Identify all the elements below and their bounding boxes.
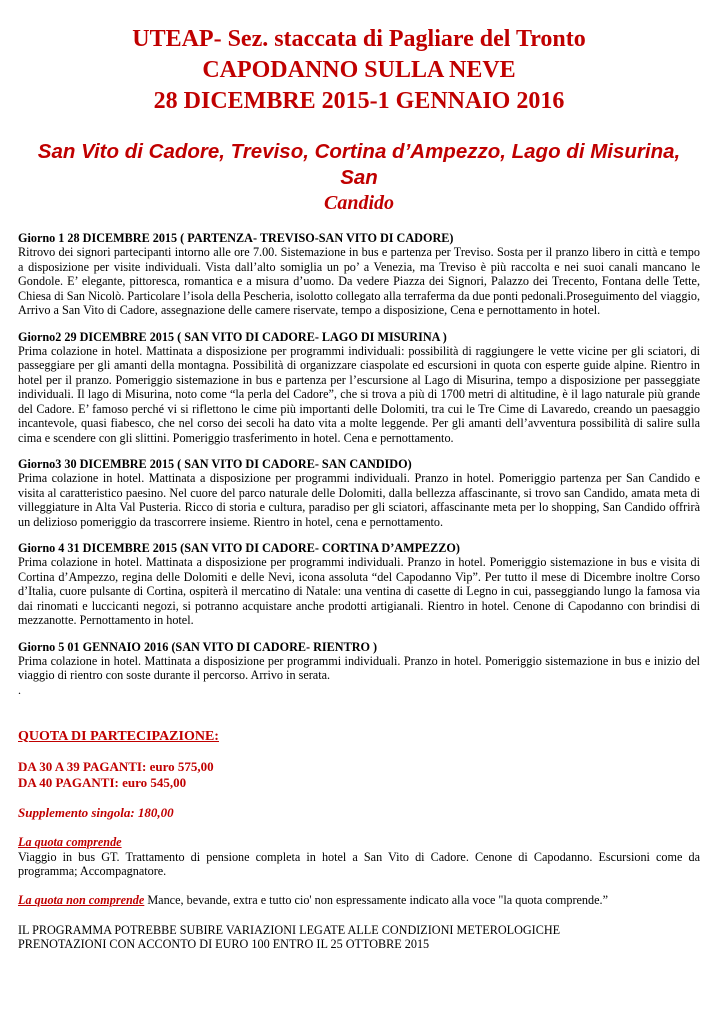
- title-line-2: CAPODANNO SULLA NEVE: [202, 57, 516, 83]
- single-supplement: Supplemento singola: 180,00: [18, 804, 174, 820]
- excludes-text: Mance, bevande, extra e tutto cio' non espressamente indicato alla voce "la quota comprende.”: [144, 892, 608, 907]
- subtitle-destinations: San Vito di Cadore, Treviso, Cortina d’Ampezzo, Lago di Misurina, San: [37, 140, 681, 189]
- includes-label: La quota comprende: [18, 834, 122, 849]
- title-line-3: 28 DICEMBRE 2015-1 GENNAIO 2016: [153, 88, 565, 114]
- price-tier-1: DA 30 A 39 PAGANTI: euro 575,00: [18, 758, 214, 774]
- day-3-section: [18, 457, 700, 529]
- day-2-text: Prima colazione in hotel. Mattinata a disposizione per programmi individuali: possibilità di raggiungere le vette vicine per gli sciatori, di passeggiare per gli amanti della montagna. Possibilità di organizzare ciaspolate ed escursioni in quota con esperte guide alpine. Rientro in hotel per il pranzo. Pomeriggio sistemazione in bus e partenza per l’escursione al Lago di Misurina, tempo a disposizione per passeggiate individuali. Il lago di Misurina, noto come “la perla del Cadore”, che si trova a più di 1700 metri di altitudine, è il lago naturale più grande del Cadore. E’ famoso perché vi si riflettono le cime più importanti delle Dolomiti, tra cui le Tre Cime di Lavaredo, creando un paesaggio incantevole, quasi fiabesco, che nel corso dei secoli ha dato vita a molte leggende. Per gli amanti dell’avventura possibilità di salire sulla cima e scendere con gli slittini. Pomeriggio trasferimento in hotel. Cena e pernottamento.: [18, 343, 700, 445]
- note-booking: PRENOTAZIONI CON ACCONTO DI EURO 100 ENTRO IL 25 OTTOBRE 2015: [18, 937, 430, 951]
- title-line-1: UTEAP- Sez. staccata di Pagliare del Tronto: [132, 26, 586, 52]
- notes-section: [18, 923, 700, 951]
- day-5-section: [18, 640, 700, 697]
- includes-text: Viaggio in bus GT. Trattamento di pensione completa in hotel a San Vito di Cadore. Cenone di Capodanno. Escursioni come da programma; Accompagnatore.: [18, 849, 700, 878]
- includes-section: [18, 835, 700, 879]
- day-1-text: Ritrovo dei signori partecipanti intorno alle ore 7.00. Sistemazione in bus e partenza per Treviso. Sosta per il pranzo libero in città e tempo a disposizione per visite individuali. Vista dall’alto somiglia un po’ a Venezia, ma Treviso è più raccolta e nei suoi canali mancano le Gondole. E’ elegante, pittoresca, romantica e a misura d’uomo. Da vedere Piazza dei Signori, Palazzo dei Trecento, Fontana delle Tette, Chiesa di San Nicolò. Particolare l’isola della Pescheria, isolotto collegato alla terraferma da due ponti pedonali.Proseguimento del viaggio, Arrivo a San Vito di Cadore, assegnazione delle camere riservate, tempo a disposizione, Cena e pernottamento in hotel.: [18, 245, 700, 317]
- trailing-dot: .: [18, 682, 21, 697]
- excludes-section: [18, 893, 700, 908]
- day-4-heading: Giorno 4 31 DICEMBRE 2015 (SAN VITO DI CADORE- CORTINA D’AMPEZZO): [18, 541, 460, 555]
- day-4-text: Prima colazione in hotel. Mattinata a disposizione per programmi individuali. Pranzo in hotel. Pomeriggio sistemazione in bus e visita di Cortina d’Ampezzo, regina delle Dolomiti e delle Nevi, icona assoluta “del Capodanno Vip”. Per tutto il mese di Dicembre inoltre Corso d’Italia, cuore pulsante di Cortina, ospiterà il mercatino di Natale: una ventina di casette di Legno in cui, passeggiando lungo la famosa via dai rinomati e luccicanti negozi, si potranno acquistare anche prodotti artigianali. Rientro in hotel. Cenone di Capodanno con brindisi di mezzanotte. Pernottamento in hotel.: [18, 555, 700, 627]
- day-5-text: Prima colazione in hotel. Mattinata a disposizione per programmi individuali. Pranzo in hotel. Pomeriggio sistemazione in bus e inizio del viaggio di rientro con soste durante il percorso. Arrivo in serata.: [18, 653, 700, 682]
- day-3-heading: Giorno3 30 DICEMBRE 2015 ( SAN VITO DI CADORE- SAN CANDIDO): [18, 457, 412, 471]
- day-3-text: Prima colazione in hotel. Mattinata a disposizione per programmi individuali. Pranzo in hotel. Pomeriggio partenza per San Candido e visita al caratteristico paesino. Nel cuore del parco naturale delle Dolomiti, dalla bellezza affascinante, si trovo san Candido, amata meta di villeggiature in Alta Val Pusteria. Ricco di storia e cultura, paradiso per gli sciatori, affascinante meta per lo shopping, San Candido offrirà un delizioso pomeriggio da trascorrere insieme. Rientro in hotel, cena e pernottamento.: [18, 471, 700, 529]
- price-tier-2: DA 40 PAGANTI: euro 545,00: [18, 774, 187, 790]
- day-2-heading: Giorno2 29 DICEMBRE 2015 ( SAN VITO DI CADORE- LAGO DI MISURINA ): [18, 329, 447, 344]
- note-weather: IL PROGRAMMA POTREBBE SUBIRE VARIAZIONI LEGATE ALLE CONDIZIONI METEROLOGICHE: [18, 923, 561, 937]
- day-1-heading: Giorno 1 28 DICEMBRE 2015 ( PARTENZA- TREVISO-SAN VITO DI CADORE): [18, 231, 454, 245]
- day-2-section: [18, 330, 700, 446]
- quota-heading: QUOTA DI PARTECIPAZIONE:: [18, 728, 219, 744]
- excludes-label: La quota non comprende: [18, 892, 145, 907]
- day-5-heading: Giorno 5 01 GENNAIO 2016 (SAN VITO DI CADORE- RIENTRO ): [18, 639, 378, 654]
- price-list: [18, 759, 700, 791]
- day-4-section: [18, 541, 700, 628]
- day-1-section: [18, 231, 700, 318]
- subtitle-destinations-end: Candido: [323, 192, 395, 214]
- document-page: [18, 24, 700, 951]
